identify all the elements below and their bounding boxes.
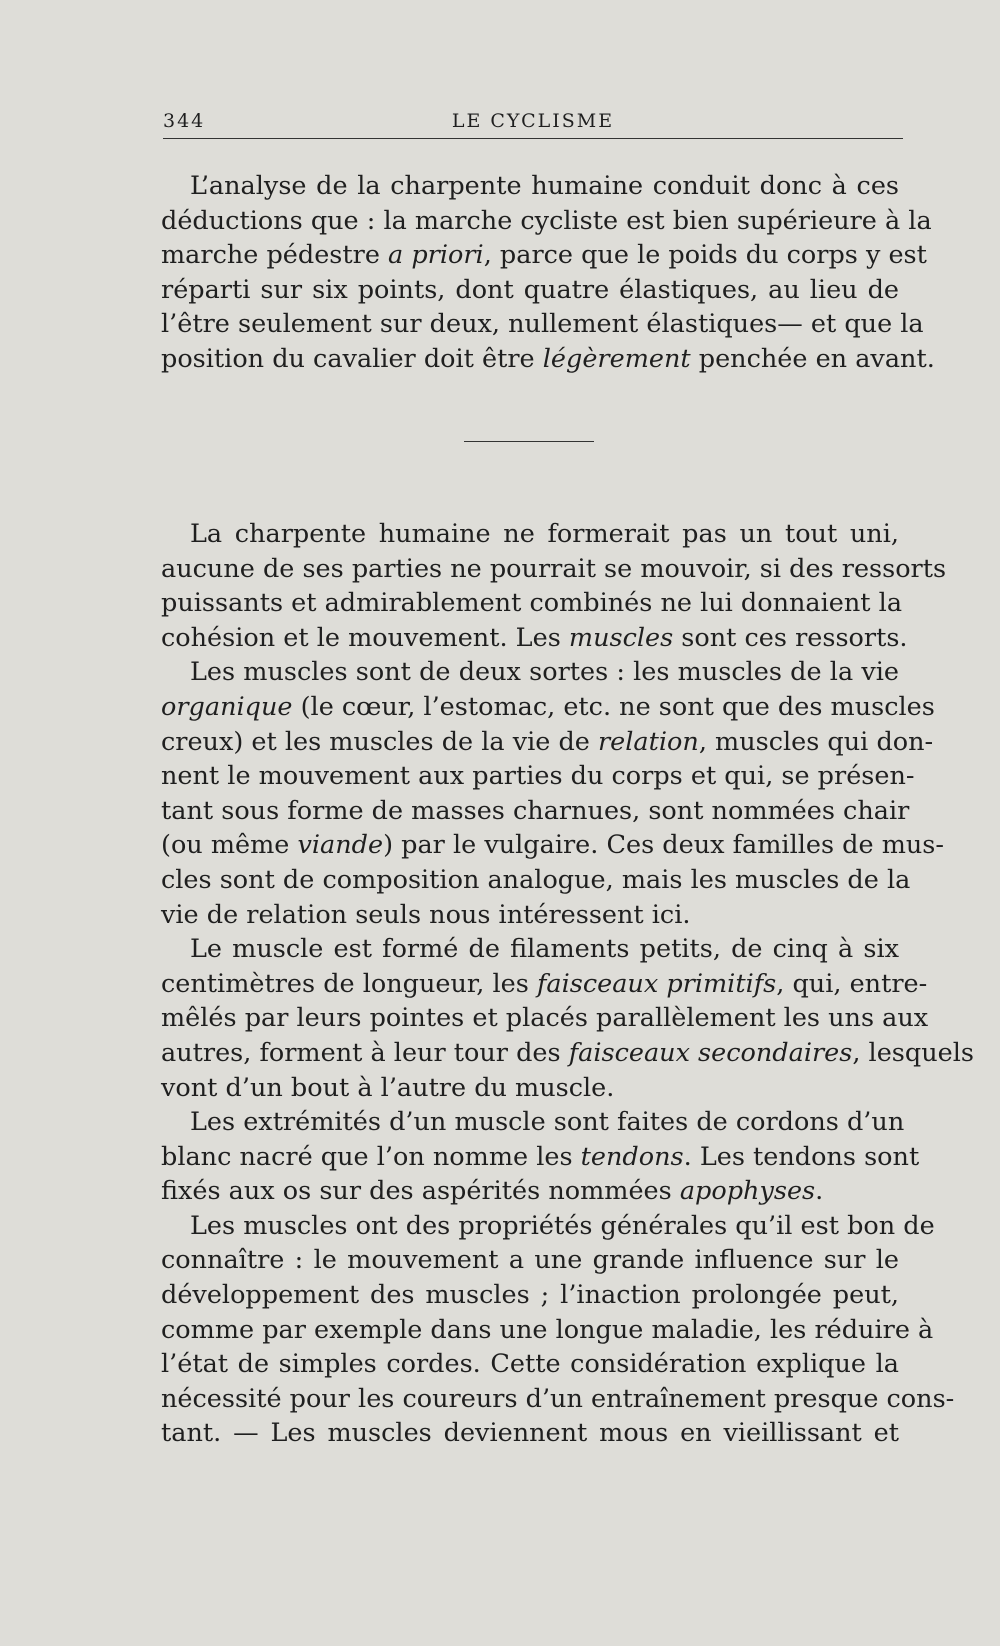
text-line: position du cavalier doit être légèrement penchée en avant. xyxy=(161,343,935,374)
text-line: aucune de ses parties ne pourrait se mouvoir, si des ressorts xyxy=(161,553,947,584)
italic-text: faisceaux secondaires xyxy=(568,1037,853,1068)
text-line: l’état de simples cordes. Cette considération explique la xyxy=(161,1349,899,1380)
text-line: Les extrémités d’un muscle sont faites de cordons d’un xyxy=(190,1107,905,1138)
text-line: organique (le cœur, l’estomac, etc. ne sont que des muscles xyxy=(161,691,935,722)
italic-text: apophyses xyxy=(679,1176,816,1207)
italic-text: organique xyxy=(161,691,293,722)
text-line: connaître : le mouvement a une grande influence sur le xyxy=(161,1245,899,1276)
text-line: nent le mouvement aux parties du corps et qui, se présen- xyxy=(161,761,915,792)
text-line: marche pédestre a priori, parce que le poids du corps y est xyxy=(161,240,927,271)
section-separator xyxy=(464,441,594,442)
italic-text: a priori xyxy=(388,240,484,271)
text-line: Le muscle est formé de filaments petits, de cinq à six xyxy=(190,934,899,965)
running-head xyxy=(163,106,903,139)
text-line: développement des muscles ; l’inaction prolongée peut, xyxy=(161,1280,899,1311)
text-line: puissants et admirablement combinés ne lui donnaient la xyxy=(161,588,903,619)
text-line: déductions que : la marche cycliste est bien supérieure à la xyxy=(161,205,932,236)
text-line: cles sont de composition analogue, mais les muscles de la xyxy=(161,864,911,895)
text-line: Les muscles sont de deux sortes : les muscles de la vie xyxy=(190,657,899,688)
text-line: centimètres de longueur, les faisceaux primitifs, qui, entre- xyxy=(161,968,928,999)
text-line: vont d’un bout à l’autre du muscle. xyxy=(161,1072,615,1103)
italic-text: légèrement xyxy=(542,343,691,374)
text-block-2 xyxy=(161,517,974,1451)
text-line: vie de relation seuls nous intéressent ici. xyxy=(161,899,691,930)
page-number: 344 xyxy=(163,110,206,132)
text-line: l’être seulement sur deux, nullement élastiques— et que la xyxy=(161,309,924,340)
text-line: tant sous forme de masses charnues, sont nommées chair xyxy=(161,795,910,826)
italic-text: faisceaux primitifs xyxy=(536,968,777,999)
text-line: La charpente humaine ne formerait pas un tout uni, xyxy=(190,519,899,549)
text-line: comme par exemple dans une longue maladie, les réduire à xyxy=(161,1314,934,1345)
text-block-1 xyxy=(161,169,935,377)
text-line: fixés aux os sur des aspérités nommées apophyses. xyxy=(161,1176,824,1207)
text-line: autres, forment à leur tour des faisceaux secondaires, lesquels xyxy=(161,1037,974,1068)
running-title: LE CYCLISME xyxy=(451,110,615,132)
text-line: blanc nacré que l’on nomme les tendons. Les tendons sont xyxy=(161,1141,920,1172)
text-line: Les muscles ont des propriétés générales qu’il est bon de xyxy=(190,1210,935,1241)
text-line: (ou même viande) par le vulgaire. Ces deux familles de mus- xyxy=(161,830,944,861)
italic-text: muscles xyxy=(568,622,674,653)
italic-text: relation xyxy=(597,726,699,757)
text-line: mêlés par leurs pointes et placés parallèlement les uns aux xyxy=(161,1003,929,1034)
italic-text: tendons xyxy=(580,1141,684,1172)
text-line: cohésion et le mouvement. Les muscles sont ces ressorts. xyxy=(161,622,908,653)
italic-text: viande xyxy=(297,830,384,861)
text-line: L’analyse de la charpente humaine conduit donc à ces xyxy=(190,171,899,201)
text-line: tant. — Les muscles deviennent mous en vieillissant et xyxy=(161,1418,899,1449)
text-line: creux) et les muscles de la vie de relation, muscles qui don- xyxy=(161,726,934,757)
text-line: nécessité pour les coureurs d’un entraînement presque cons- xyxy=(161,1383,955,1414)
text-line: réparti sur six points, dont quatre élastiques, au lieu de xyxy=(161,274,899,305)
